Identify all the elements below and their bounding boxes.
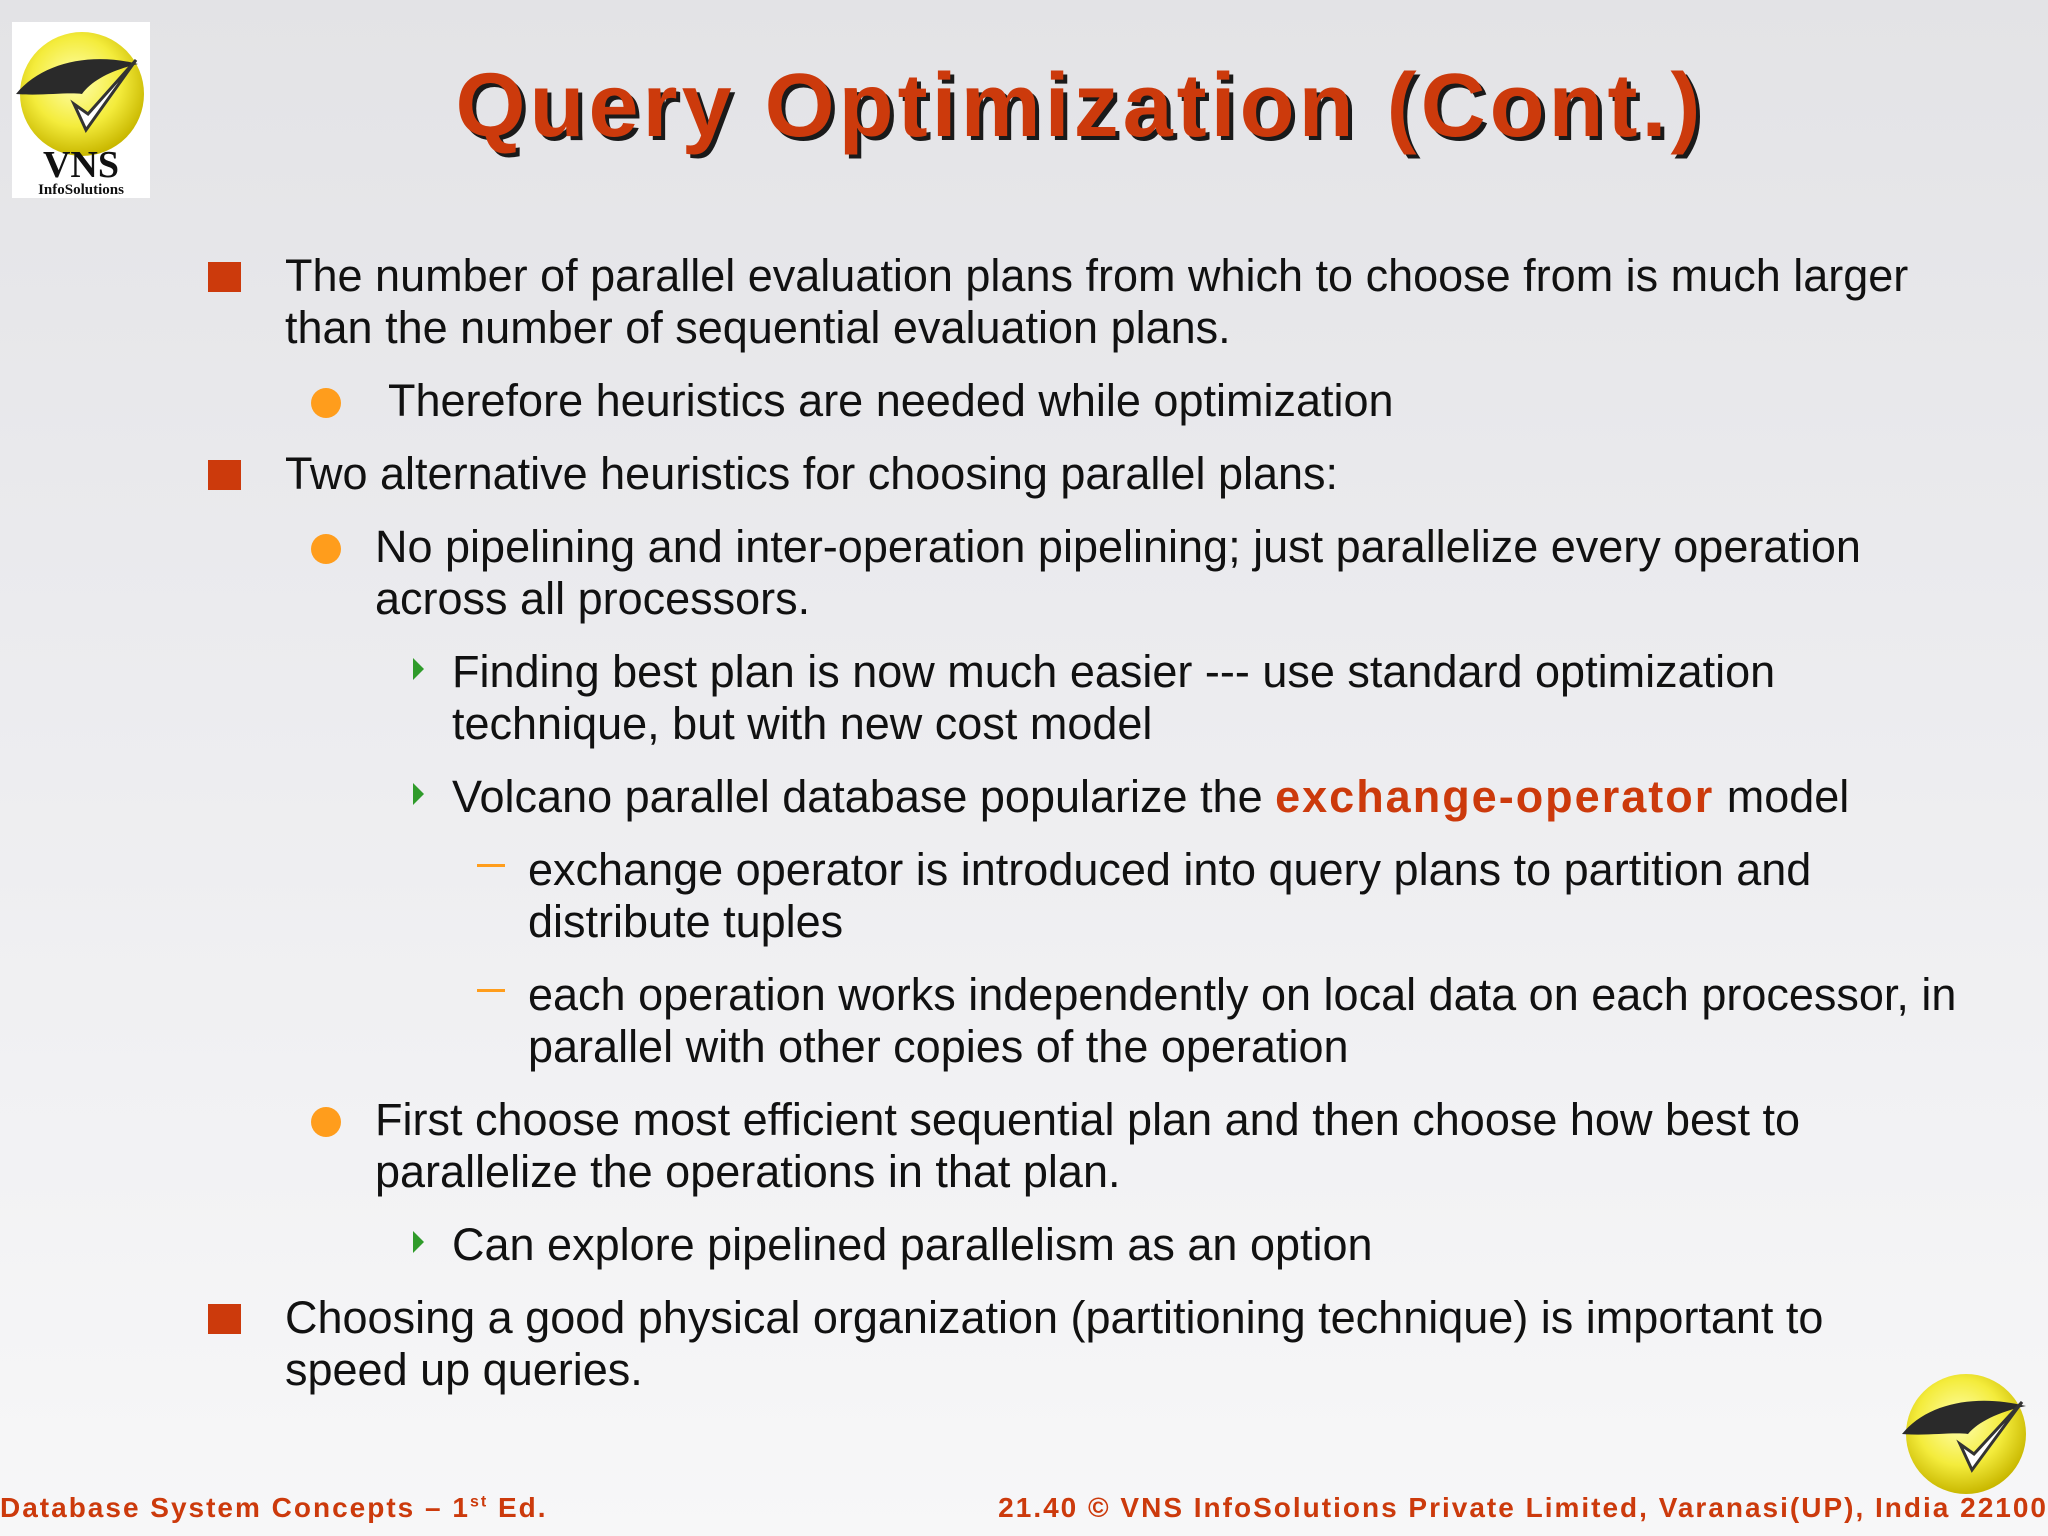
bullet-text-before: Volcano parallel database popularize the — [452, 771, 1276, 822]
triangle-bullet-icon — [413, 783, 424, 805]
circle-bullet-icon — [311, 388, 341, 418]
square-bullet-icon — [208, 460, 241, 490]
bullet-level1 — [0, 1292, 1925, 1396]
slide-content — [0, 250, 2048, 1417]
bullet-level3 — [0, 1219, 1952, 1271]
bullet-text: Two alternative heuristics for choosing parallel plans: — [285, 448, 1339, 499]
bullet-text: each operation works independently on local data on each processor, in parallel with other copies of the operation — [528, 969, 1957, 1072]
triangle-bullet-icon — [413, 658, 424, 680]
footer-book-title — [0, 1492, 548, 1524]
bullet-text: Choosing a good physical organization (partitioning technique) is important to speed up queries. — [285, 1292, 1824, 1395]
footer-left-suffix: Ed. — [488, 1492, 548, 1523]
bullet-text: Can explore pipelined parallelism as an option — [452, 1219, 1373, 1270]
bullet-level2 — [0, 1094, 1935, 1198]
vns-logo-graphic — [12, 22, 150, 198]
bullet-level2 — [0, 521, 1935, 625]
circle-bullet-icon — [311, 534, 341, 564]
bullet-level3 — [0, 646, 1952, 750]
bullet-text: Therefore heuristics are needed while optimization — [388, 375, 1394, 426]
square-bullet-icon — [208, 262, 241, 292]
exchange-operator-term: exchange-operator — [1275, 771, 1715, 822]
bullet-level3 — [0, 771, 1952, 823]
footer-page-copyright: 21.40 © VNS InfoSolutions Private Limited, Varanasi(UP), India 22100 — [998, 1492, 2048, 1523]
dash-bullet-icon — [477, 989, 505, 992]
vns-logo-small-graphic — [1896, 1370, 2036, 1496]
bullet-text: First choose most efficient sequential plan and then choose how best to parallelize the operations in that plan. — [375, 1094, 1801, 1197]
triangle-bullet-icon — [413, 1231, 424, 1253]
bullet-text: Finding best plan is now much easier --- use standard optimization technique, but with new cost model — [452, 646, 1776, 749]
vns-logo — [12, 22, 150, 198]
bullet-text: No pipelining and inter-operation pipelining; just parallelize every operation across all processors. — [375, 521, 1861, 624]
bullet-text: exchange operator is introduced into query plans to partition and distribute tuples — [528, 844, 1812, 947]
bullet-level4 — [0, 969, 1978, 1073]
bullet-text-after: model — [1714, 771, 1850, 822]
bullet-level1 — [0, 448, 1925, 500]
circle-bullet-icon — [311, 1107, 341, 1137]
square-bullet-icon — [208, 1304, 241, 1334]
logo-text-sub: InfoSolutions — [38, 182, 124, 198]
vns-logo-small — [1896, 1370, 2036, 1496]
bullet-level1 — [0, 250, 1925, 354]
bullet-level2 — [0, 375, 1948, 427]
footer-left-sup: st — [469, 1493, 489, 1511]
footer-left-prefix: Database System Concepts – 1 — [0, 1492, 470, 1523]
bullet-level4 — [0, 844, 1978, 948]
dash-bullet-icon — [477, 864, 505, 867]
bullet-text: The number of parallel evaluation plans from which to choose from is much larger than the number of sequential evaluation plans. — [285, 250, 1909, 353]
slide-title: Query Optimization (Cont.) — [455, 56, 1705, 156]
logo-text-main: VNS — [42, 144, 120, 186]
